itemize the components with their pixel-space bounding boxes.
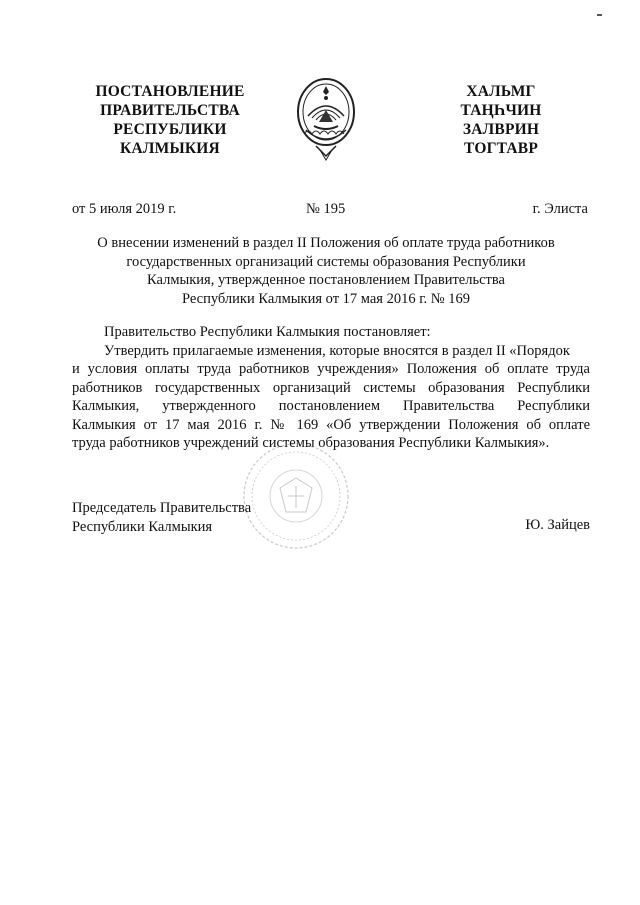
body-line: и условия оплаты труда работников учреждения» Положения об оплате труда xyxy=(72,361,590,377)
title-line: государственных организаций системы образования Республики xyxy=(126,253,526,270)
signer-position xyxy=(72,499,251,536)
header-right-line: ТОГТАВР xyxy=(463,140,539,157)
header-left-line: ПОСТАНОВЛЕНИЕ xyxy=(95,83,245,100)
header-left xyxy=(80,82,260,158)
official-seal-stamp xyxy=(240,440,352,552)
body-line: труда работников учреждений системы образования Республики Калмыкия». xyxy=(72,435,550,451)
header-left-line: КАЛМЫКИЯ xyxy=(120,140,220,157)
signer-position-line: Председатель Правительства xyxy=(72,500,252,516)
header-left-line: ПРАВИТЕЛЬСТВА xyxy=(100,102,240,119)
body-line: Калмыкия, утвержденного постановлением Правительства Республики xyxy=(72,398,590,414)
header-right xyxy=(436,82,566,158)
title-line: Калмыкия, утвержденное постановлением Правительства xyxy=(147,272,505,288)
document-date: от 5 июля 2019 г. xyxy=(72,201,177,217)
document-body xyxy=(72,323,590,453)
document-city: г. Элиста xyxy=(532,201,588,217)
header-right-line: ХАЛЬМГ xyxy=(466,83,536,100)
body-line: Утвердить прилагаемые изменения, которые вносятся в раздел II «Порядок xyxy=(104,342,570,359)
header-left-line: РЕСПУБЛИКИ xyxy=(113,121,227,138)
body-line: работников государственных организаций системы образования Республики xyxy=(72,379,590,396)
header-right-line: ЗАЛВРИН xyxy=(462,121,540,138)
scan-mark xyxy=(597,14,602,16)
coat-of-arms-emblem xyxy=(294,74,358,162)
document-number: № 195 xyxy=(306,201,346,217)
signer-position-line: Республики Калмыкия xyxy=(72,518,213,535)
header-right-line: ТАҢҺЧИН xyxy=(460,102,542,119)
title-line: Республики Калмыкия от 17 мая 2016 г. № 169 xyxy=(181,290,470,307)
title-line: О внесении изменений в раздел II Положения об оплате труда работников xyxy=(97,235,555,251)
signer-name: Ю. Зайцев xyxy=(525,517,590,533)
body-intro: Правительство Республики Калмыкия постановляет: xyxy=(104,324,431,340)
document-title xyxy=(70,234,582,308)
body-line: Калмыкия от 17 мая 2016 г. № 169 «Об утверждении Положения об оплате xyxy=(72,416,590,433)
